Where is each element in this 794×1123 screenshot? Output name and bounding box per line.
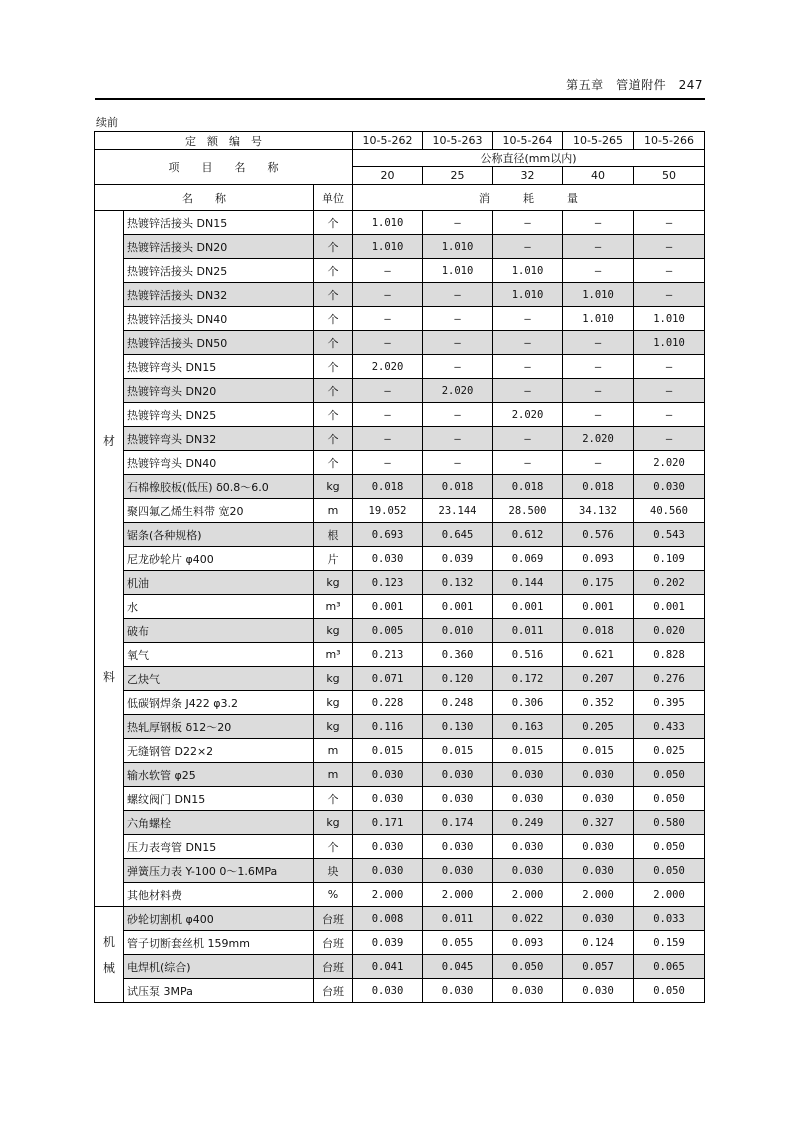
consumption-value: — (423, 427, 493, 451)
material-row (95, 595, 705, 619)
item-unit: 个 (314, 403, 353, 427)
item-unit: 台班 (314, 931, 353, 955)
consumption-value: 2.020 (423, 379, 493, 403)
consumption-value: — (634, 235, 705, 259)
diameter-value: 25 (423, 167, 493, 185)
quota-number: 10-5-266 (634, 132, 705, 150)
consumption-value: — (634, 211, 705, 235)
consumption-value: 0.018 (353, 475, 423, 499)
consumption-value: 0.543 (634, 523, 705, 547)
consumption-value: 0.001 (563, 595, 634, 619)
consumption-value: 0.030 (423, 859, 493, 883)
consumption-value: 0.159 (634, 931, 705, 955)
consumption-value: — (563, 379, 634, 403)
consumption-value: — (423, 355, 493, 379)
consumption-value: 0.030 (563, 859, 634, 883)
item-unit: 根 (314, 523, 353, 547)
consumption-value: 0.202 (634, 571, 705, 595)
material-row (95, 787, 705, 811)
item-name: 聚四氟乙烯生料带 宽20 (124, 499, 314, 523)
consumption-value: 0.050 (634, 835, 705, 859)
consumption-value: — (563, 355, 634, 379)
consumption-value: 0.327 (563, 811, 634, 835)
consumption-value: 0.065 (634, 955, 705, 979)
consumption-value: 0.030 (423, 787, 493, 811)
consumption-value: 1.010 (634, 331, 705, 355)
consumption-value: 0.018 (563, 619, 634, 643)
consumption-value: — (423, 403, 493, 427)
consumption-value: 0.828 (634, 643, 705, 667)
item-name: 螺纹阀门 DN15 (124, 787, 314, 811)
item-unit: m (314, 739, 353, 763)
material-row (95, 307, 705, 331)
item-name: 锯条(各种规格) (124, 523, 314, 547)
item-unit: 个 (314, 283, 353, 307)
consumption-value: 0.516 (493, 643, 563, 667)
chapter-page-label: 第五章 管道附件 247 (566, 78, 703, 92)
consumption-value: 0.030 (353, 763, 423, 787)
consumption-value: 2.000 (634, 883, 705, 907)
material-row (95, 691, 705, 715)
item-unit: 个 (314, 379, 353, 403)
consumption-value: — (563, 403, 634, 427)
material-row (95, 859, 705, 883)
machine-row (95, 955, 705, 979)
consumption-value: — (353, 379, 423, 403)
item-name: 压力表弯管 DN15 (124, 835, 314, 859)
consumption-value: 0.041 (353, 955, 423, 979)
item-name: 热镀锌活接头 DN20 (124, 235, 314, 259)
item-unit: 台班 (314, 955, 353, 979)
consumption-value: 2.020 (493, 403, 563, 427)
consumption-value: 2.000 (493, 883, 563, 907)
consumption-value: — (423, 451, 493, 475)
consumption-value: 0.011 (423, 907, 493, 931)
item-name: 热轧厚钢板 δ12～20 (124, 715, 314, 739)
consumption-value: 1.010 (563, 307, 634, 331)
continued-label: 续前 (96, 116, 118, 129)
item-unit: 个 (314, 835, 353, 859)
consumption-value: 0.001 (493, 595, 563, 619)
consumption-value: 0.001 (634, 595, 705, 619)
consumption-value: 0.030 (493, 787, 563, 811)
material-row (95, 211, 705, 235)
consumption-value: 1.010 (353, 235, 423, 259)
machine-row (95, 907, 705, 931)
consumption-value: 0.030 (353, 859, 423, 883)
diameter-label: 公称直径(mm以内) (353, 150, 705, 167)
item-unit: kg (314, 667, 353, 691)
consumption-value: 2.000 (423, 883, 493, 907)
consumption-value: 0.030 (423, 763, 493, 787)
consumption-value: 0.132 (423, 571, 493, 595)
item-unit: 个 (314, 451, 353, 475)
material-row (95, 451, 705, 475)
consumption-value: 0.015 (563, 739, 634, 763)
diameter-value: 32 (493, 167, 563, 185)
consumption-table (94, 131, 705, 1003)
material-row (95, 403, 705, 427)
item-name: 尼龙砂轮片 φ400 (124, 547, 314, 571)
consumption-value: 0.205 (563, 715, 634, 739)
material-row (95, 739, 705, 763)
consumption-value: 0.055 (423, 931, 493, 955)
consumption-value: 0.030 (493, 859, 563, 883)
diameter-value: 40 (563, 167, 634, 185)
item-unit: 片 (314, 547, 353, 571)
consumption-value: 23.144 (423, 499, 493, 523)
page-header (95, 70, 705, 100)
item-unit: kg (314, 571, 353, 595)
material-row (95, 883, 705, 907)
item-unit: m³ (314, 595, 353, 619)
consumption-value: 0.071 (353, 667, 423, 691)
item-unit: 台班 (314, 907, 353, 931)
item-name: 氧气 (124, 643, 314, 667)
consumption-value: — (423, 307, 493, 331)
item-unit: 个 (314, 427, 353, 451)
consumption-value: — (353, 331, 423, 355)
item-name: 石棉橡胶板(低压) δ0.8～6.0 (124, 475, 314, 499)
item-name: 试压泵 3MPa (124, 979, 314, 1003)
consumption-value: — (493, 379, 563, 403)
consumption-value: 0.030 (353, 547, 423, 571)
consumption-value: 0.050 (634, 859, 705, 883)
consumption-value: 0.030 (563, 787, 634, 811)
consumption-value: 0.045 (423, 955, 493, 979)
item-unit: kg (314, 691, 353, 715)
consumption-value: 0.030 (353, 835, 423, 859)
material-row (95, 763, 705, 787)
consumption-value: 0.030 (563, 907, 634, 931)
consumption-value: 1.010 (423, 235, 493, 259)
material-row (95, 427, 705, 451)
consumption-value: — (493, 211, 563, 235)
consumption-value: 0.001 (423, 595, 493, 619)
item-unit: 个 (314, 355, 353, 379)
consumption-value: 0.050 (634, 763, 705, 787)
consumption-value: — (353, 451, 423, 475)
material-row (95, 523, 705, 547)
machine-row (95, 931, 705, 955)
item-name: 六角螺栓 (124, 811, 314, 835)
consumption-value: 0.163 (493, 715, 563, 739)
item-unit: 台班 (314, 979, 353, 1003)
consumption-value: 0.030 (353, 787, 423, 811)
material-group-label (95, 211, 124, 907)
item-unit: m (314, 499, 353, 523)
quota-number: 10-5-264 (493, 132, 563, 150)
item-unit: 个 (314, 331, 353, 355)
item-name: 其他材料费 (124, 883, 314, 907)
item-name: 无缝钢管 D22×2 (124, 739, 314, 763)
consumption-value: 0.248 (423, 691, 493, 715)
group-label-bottom: 械 (102, 960, 115, 975)
consumption-value: 0.120 (423, 667, 493, 691)
consumption-value: — (634, 283, 705, 307)
consumption-value: 0.249 (493, 811, 563, 835)
consumption-value: 0.050 (493, 955, 563, 979)
consumption-value: 0.030 (563, 763, 634, 787)
item-name-label: 项 目 名 称 (95, 150, 353, 185)
material-row (95, 715, 705, 739)
item-unit: 个 (314, 787, 353, 811)
consumption-value: — (353, 259, 423, 283)
consumption-value: — (634, 403, 705, 427)
item-name: 输水软管 φ25 (124, 763, 314, 787)
consumption-value: — (493, 307, 563, 331)
consumption-value: — (563, 211, 634, 235)
consumption-value: 0.030 (493, 979, 563, 1003)
item-name: 水 (124, 595, 314, 619)
diameter-title-row (95, 150, 705, 167)
consumption-value: 0.018 (563, 475, 634, 499)
consumption-value: 1.010 (423, 259, 493, 283)
material-row (95, 643, 705, 667)
item-name: 热镀锌活接头 DN25 (124, 259, 314, 283)
item-unit: 个 (314, 259, 353, 283)
consumption-value: 0.109 (634, 547, 705, 571)
consumption-value: 34.132 (563, 499, 634, 523)
column-header-row (95, 185, 705, 211)
consumption-value: 0.033 (634, 907, 705, 931)
consumption-value: — (423, 331, 493, 355)
item-name: 热镀锌弯头 DN32 (124, 427, 314, 451)
consumption-value: — (493, 451, 563, 475)
consumption-value: — (493, 355, 563, 379)
material-row (95, 835, 705, 859)
item-name: 热镀锌弯头 DN40 (124, 451, 314, 475)
consumption-value: 0.069 (493, 547, 563, 571)
item-unit: 个 (314, 211, 353, 235)
consumption-value: 0.172 (493, 667, 563, 691)
consumption-value: 0.030 (423, 979, 493, 1003)
consumption-value: 0.030 (634, 475, 705, 499)
material-row (95, 283, 705, 307)
item-name: 热镀锌活接头 DN15 (124, 211, 314, 235)
consumption-value: 0.039 (353, 931, 423, 955)
item-name: 砂轮切割机 φ400 (124, 907, 314, 931)
item-unit: 块 (314, 859, 353, 883)
consumption-value: 0.306 (493, 691, 563, 715)
consumption-value: 2.020 (634, 451, 705, 475)
material-row (95, 571, 705, 595)
consumption-value: 0.010 (423, 619, 493, 643)
consumption-value: 0.433 (634, 715, 705, 739)
consumption-value: 0.693 (353, 523, 423, 547)
consumption-value: 0.015 (353, 739, 423, 763)
machine-row (95, 979, 705, 1003)
item-unit: 个 (314, 307, 353, 331)
consumption-value: 0.025 (634, 739, 705, 763)
consumption-value: — (563, 451, 634, 475)
material-row (95, 235, 705, 259)
consumption-value: — (493, 235, 563, 259)
item-unit: m³ (314, 643, 353, 667)
consumption-value: 0.352 (563, 691, 634, 715)
consumption-value: 0.005 (353, 619, 423, 643)
consumption-value: 0.015 (493, 739, 563, 763)
consumption-value: 0.093 (563, 547, 634, 571)
consumption-value: 1.010 (493, 259, 563, 283)
consumption-value: 0.576 (563, 523, 634, 547)
consumption-value: 0.015 (423, 739, 493, 763)
consumption-value: 0.018 (423, 475, 493, 499)
quota-label: 定 额 编 号 (95, 132, 353, 150)
consumption-value: 2.000 (353, 883, 423, 907)
consumption-value: 2.020 (563, 427, 634, 451)
quota-number: 10-5-263 (423, 132, 493, 150)
consumption-value: 0.039 (423, 547, 493, 571)
consumption-value: 0.018 (493, 475, 563, 499)
consumption-value: 0.276 (634, 667, 705, 691)
consumption-value: 0.008 (353, 907, 423, 931)
consumption-value: 0.124 (563, 931, 634, 955)
item-name: 低碳钢焊条 J422 φ3.2 (124, 691, 314, 715)
machine-group-label (95, 907, 124, 1003)
consumption-value: 0.011 (493, 619, 563, 643)
item-name: 热镀锌弯头 DN15 (124, 355, 314, 379)
item-unit: kg (314, 619, 353, 643)
consumption-value: — (493, 331, 563, 355)
quota-row (95, 132, 705, 150)
consumption-value: — (353, 307, 423, 331)
item-name: 热镀锌活接头 DN40 (124, 307, 314, 331)
item-name: 热镀锌弯头 DN20 (124, 379, 314, 403)
consumption-value: 0.020 (634, 619, 705, 643)
group-label-top: 材 (102, 433, 115, 448)
consumption-value: 0.123 (353, 571, 423, 595)
consumption-value: 0.001 (353, 595, 423, 619)
item-name: 管子切断套丝机 159mm (124, 931, 314, 955)
consumption-value: 0.175 (563, 571, 634, 595)
material-row (95, 811, 705, 835)
consumption-value: 0.213 (353, 643, 423, 667)
item-unit: m (314, 763, 353, 787)
consumption-value: 2.000 (563, 883, 634, 907)
consumption-value: — (634, 259, 705, 283)
consumption-value: 0.228 (353, 691, 423, 715)
material-row (95, 547, 705, 571)
consumption-value: 1.010 (563, 283, 634, 307)
item-unit: kg (314, 715, 353, 739)
item-name: 破布 (124, 619, 314, 643)
item-name: 机油 (124, 571, 314, 595)
item-name: 热镀锌活接头 DN50 (124, 331, 314, 355)
consumption-value: 0.360 (423, 643, 493, 667)
consumption-value: 2.020 (353, 355, 423, 379)
group-label-top: 机 (102, 934, 115, 949)
consumption-value: — (563, 235, 634, 259)
consumption-value: 0.171 (353, 811, 423, 835)
quota-number: 10-5-262 (353, 132, 423, 150)
consumption-value: 0.030 (353, 979, 423, 1003)
consumption-value: — (493, 427, 563, 451)
item-unit: % (314, 883, 353, 907)
item-name: 弹簧压力表 Y-100 0～1.6MPa (124, 859, 314, 883)
consumption-value: — (353, 427, 423, 451)
consumption-value: 0.116 (353, 715, 423, 739)
consumption-value: 1.010 (634, 307, 705, 331)
consumption-value: 40.560 (634, 499, 705, 523)
consumption-value: 0.050 (634, 787, 705, 811)
name-column-header: 名 称 (95, 185, 314, 211)
material-row (95, 379, 705, 403)
consumption-value: 0.030 (563, 979, 634, 1003)
material-row (95, 355, 705, 379)
item-name: 电焊机(综合) (124, 955, 314, 979)
consumption-value: 0.030 (493, 763, 563, 787)
consumption-value: 0.395 (634, 691, 705, 715)
item-unit: kg (314, 475, 353, 499)
diameter-value: 20 (353, 167, 423, 185)
consumption-value: 28.500 (493, 499, 563, 523)
quota-number: 10-5-265 (563, 132, 634, 150)
material-row (95, 667, 705, 691)
consumption-value: 0.057 (563, 955, 634, 979)
item-unit: kg (314, 811, 353, 835)
consumption-value: — (634, 355, 705, 379)
consumption-value: 0.580 (634, 811, 705, 835)
consumption-value: 0.050 (634, 979, 705, 1003)
consumption-value: 0.144 (493, 571, 563, 595)
consumption-header: 消 耗 量 (353, 185, 705, 211)
consumption-value: 0.621 (563, 643, 634, 667)
consumption-value: 19.052 (353, 499, 423, 523)
item-unit: 个 (314, 235, 353, 259)
material-row (95, 619, 705, 643)
item-name: 热镀锌弯头 DN25 (124, 403, 314, 427)
consumption-value: 1.010 (493, 283, 563, 307)
diameter-value: 50 (634, 167, 705, 185)
consumption-value: 0.207 (563, 667, 634, 691)
consumption-value: 0.093 (493, 931, 563, 955)
material-row (95, 259, 705, 283)
consumption-value: 0.030 (423, 835, 493, 859)
consumption-value: — (423, 211, 493, 235)
consumption-value: 0.022 (493, 907, 563, 931)
consumption-value: 0.645 (423, 523, 493, 547)
material-row (95, 331, 705, 355)
consumption-value: 0.030 (563, 835, 634, 859)
item-name: 乙炔气 (124, 667, 314, 691)
consumption-value: — (634, 379, 705, 403)
unit-column-header: 单位 (314, 185, 353, 211)
consumption-value: 0.174 (423, 811, 493, 835)
item-name: 热镀锌活接头 DN32 (124, 283, 314, 307)
material-row (95, 499, 705, 523)
material-row (95, 475, 705, 499)
consumption-value: 0.130 (423, 715, 493, 739)
consumption-value: — (634, 427, 705, 451)
consumption-value: 0.030 (493, 835, 563, 859)
consumption-value: — (563, 331, 634, 355)
consumption-value: — (353, 283, 423, 307)
group-label-bottom: 料 (102, 669, 115, 684)
consumption-value: — (563, 259, 634, 283)
consumption-value: 0.612 (493, 523, 563, 547)
consumption-value: — (423, 283, 493, 307)
consumption-value: — (353, 403, 423, 427)
consumption-value: 1.010 (353, 211, 423, 235)
